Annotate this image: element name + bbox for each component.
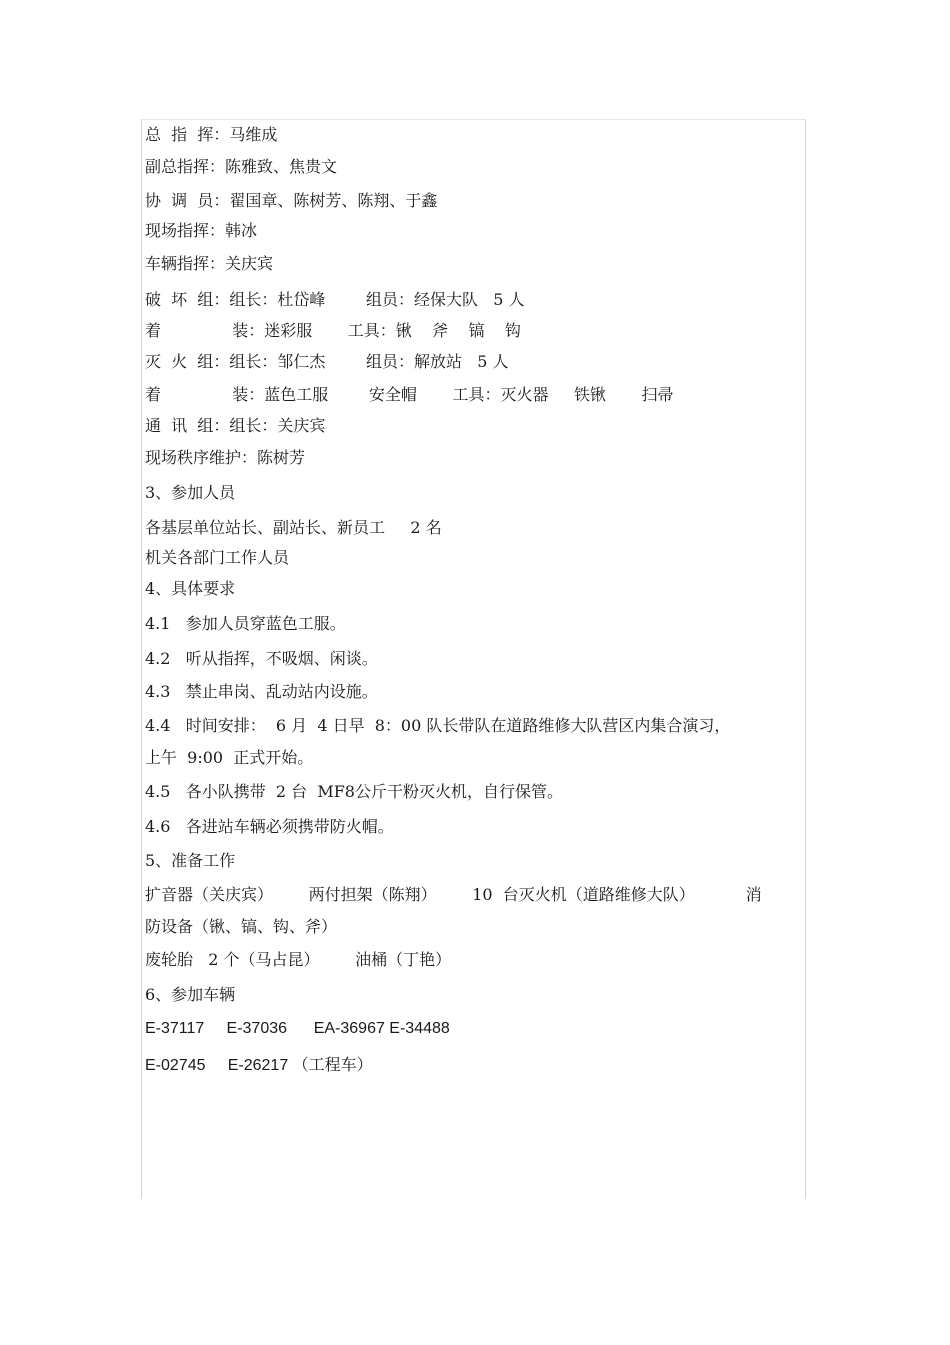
requirement-4-4: 4.4 时间安排： 6 月 4 日早 8：00 队长带队在道路维修大队营区内集合演习，: [145, 716, 731, 735]
preparation-line-1: 扩音器（关庆宾） 两付担架（陈翔） 10 台灭火机（道路维修大队） 消: [145, 885, 762, 904]
vehicles-line-2: E-02745 E-26217 （工程车）: [145, 1057, 373, 1074]
commander-line: 总 指 挥：马维成: [145, 125, 278, 144]
field-commander-line: 现场指挥：韩冰: [145, 221, 258, 240]
section-6-heading: 6、参加车辆: [145, 985, 236, 1004]
requirement-4-6: 4.6 各进站车辆必须携带防火帽。: [145, 817, 394, 836]
deputy-commander-line: 副总指挥：陈雅致、焦贵文: [145, 157, 338, 176]
firefighting-equipment-line: 着 装：蓝色工服 安全帽 工具：灭火器 铁锹 扫帚: [145, 385, 674, 404]
requirement-4-1: 4.1 参加人员穿蓝色工服。: [145, 614, 346, 633]
demolition-group-line: 破 坏 组：组长：杜岱峰 组员：经保大队 5 人: [145, 290, 525, 309]
section-5-heading: 5、准备工作: [145, 851, 236, 870]
preparation-line-2: 防设备（锹、镐、钩、斧）: [145, 917, 338, 936]
order-maintenance-line: 现场秩序维护：陈树芳: [145, 448, 306, 467]
section-4-heading: 4、具体要求: [145, 579, 236, 598]
preparation-line-3: 废轮胎 2 个（马占昆） 油桶（丁艳）: [145, 950, 452, 969]
coordinator-line: 协 调 员：翟国章、陈树芳、陈翔、于鑫: [145, 191, 438, 210]
requirement-4-2: 4.2 听从指挥，不吸烟、闲谈。: [145, 649, 378, 668]
firefighting-group-line: 灭 火 组：组长：邹仁杰 组员：解放站 5 人: [145, 352, 509, 371]
vehicle-commander-line: 车辆指挥：关庆宾: [145, 254, 274, 273]
participants-line-2: 机关各部门工作人员: [145, 548, 290, 567]
requirement-4-5: 4.5 各小队携带 2 台 MF8公斤干粉灭火机，自行保管。: [145, 782, 563, 801]
section-3-heading: 3、参加人员: [145, 483, 236, 502]
vehicles-line-1: E-37117 E-37036 EA-36967 E-34488: [145, 1020, 450, 1037]
requirement-4-4-continued: 上午 9:00 正式开始。: [145, 748, 314, 767]
communication-group-line: 通 讯 组：组长：关庆宾: [145, 416, 326, 435]
participants-line-1: 各基层单位站长、副站长、新员工 2 名: [145, 518, 442, 537]
requirement-4-3: 4.3 禁止串岗、乱动站内设施。: [145, 682, 378, 701]
demolition-equipment-line: 着 装：迷彩服 工具：锹 斧 镐 钩: [145, 321, 521, 340]
